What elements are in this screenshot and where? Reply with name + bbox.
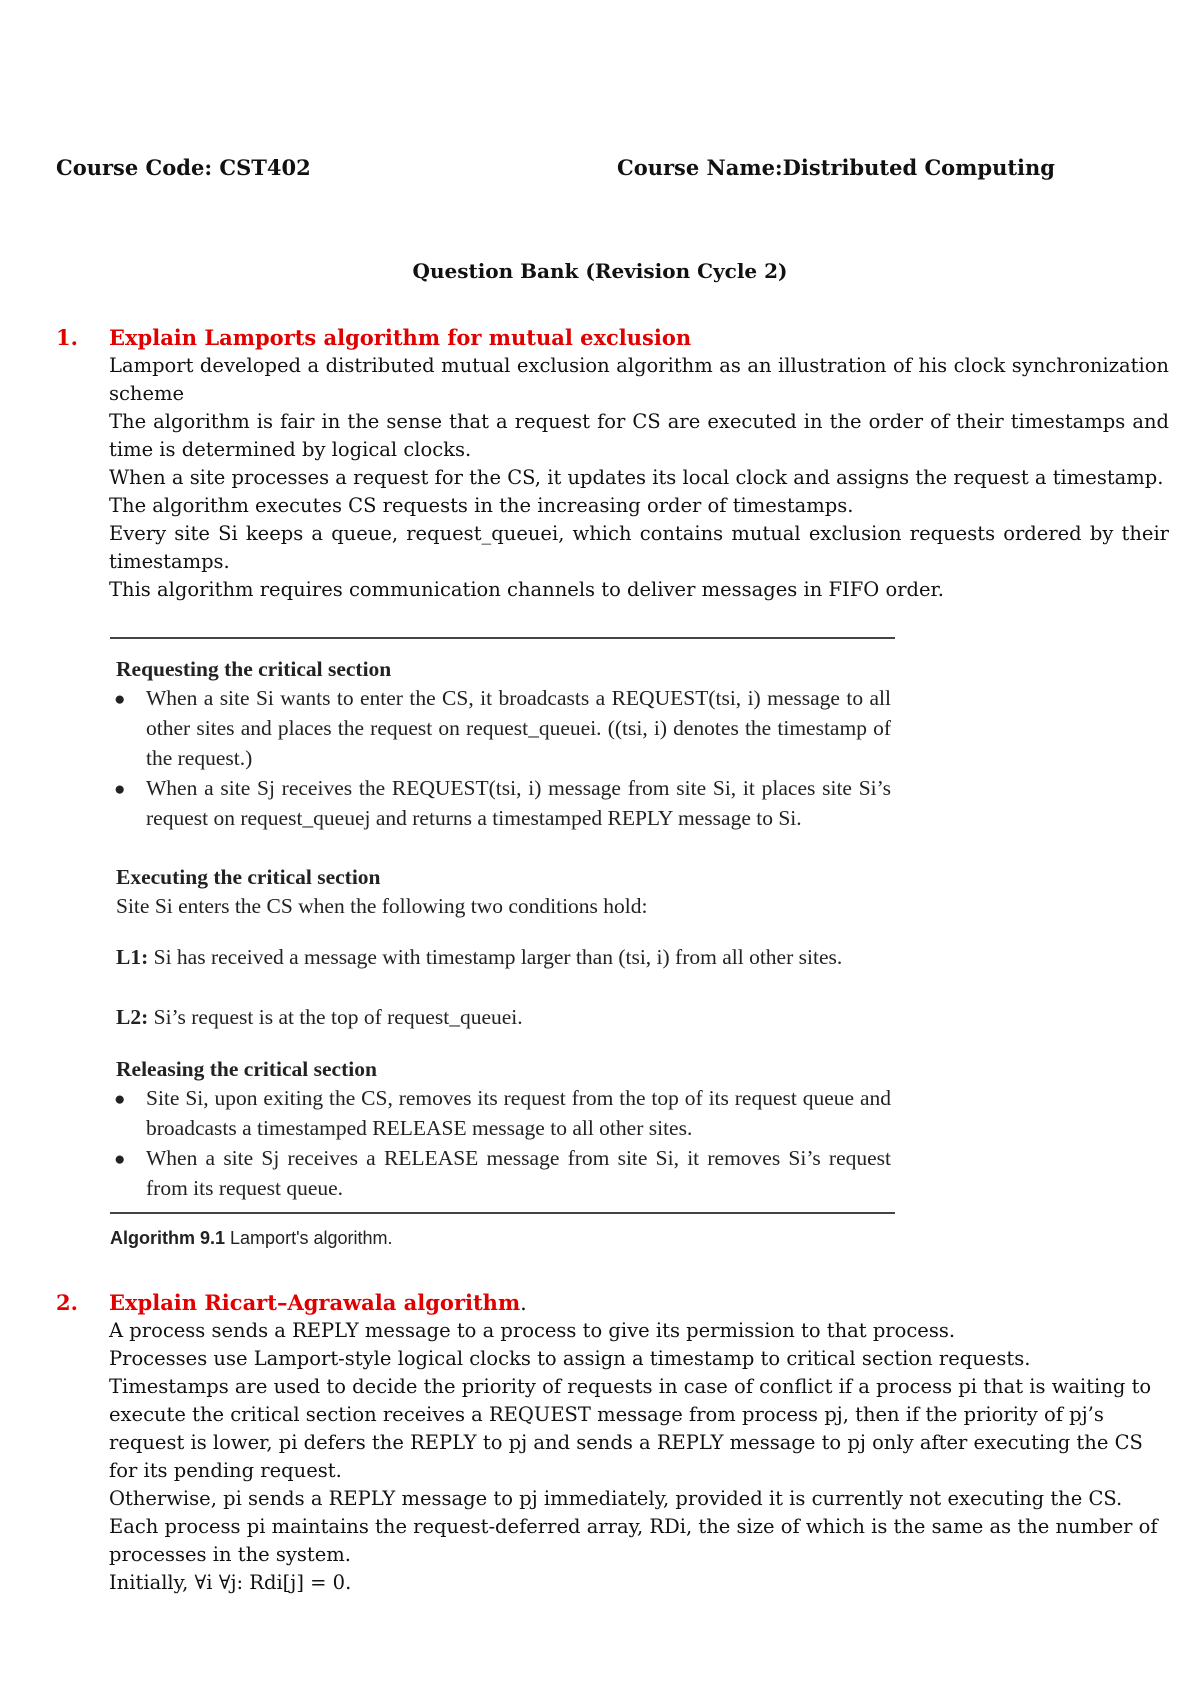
question-2-number: 2.	[56, 1290, 78, 1315]
question-2-heading: Explain Ricart–Agrawala algorithm	[109, 1290, 521, 1315]
figure-caption	[110, 1228, 393, 1249]
releasing-bullet-2: When a site Sj receives a RELEASE message from site Si, it removes Si’s request from its request queue.	[146, 1146, 891, 1200]
answer-paragraph: The algorithm executes CS requests in the increasing order of timestamps.	[109, 494, 854, 517]
question-2-answer	[109, 1317, 1169, 1597]
requesting-bullet-2: When a site Sj receives the REQUEST(tsi, i) message from site Si, it places site Si’s request on request_queuej and returns a timestamped REPLY message to Si.	[146, 776, 891, 830]
condition-l2-text: Si’s request is at the top of request_queuei.	[153, 1005, 523, 1029]
condition-l2-label: L2:	[116, 1005, 149, 1029]
answer-paragraph: When a site processes a request for the CS, it updates its local clock and assigns the request a timestamp.	[109, 466, 1164, 489]
condition-l1	[116, 942, 891, 972]
question-1-answer	[109, 352, 1169, 604]
page-title: Question Bank (Revision Cycle 2)	[412, 259, 788, 283]
answer-paragraph: The algorithm is fair in the sense that a request for CS are executed in the order of their timestamps and time is determined by logical clocks.	[109, 410, 1169, 461]
question-2-heading-wrap	[109, 1290, 527, 1315]
releasing-bullet-1: Site Si, upon exiting the CS, removes its request from the top of its request queue and broadcasts a timestamped RELEASE message to all other sites.	[146, 1086, 891, 1140]
condition-l1-text: Si has received a message with timestamp larger than (tsi, i) from all other sites.	[153, 945, 843, 969]
course-code: Course Code: CST402	[56, 155, 311, 180]
section-heading-requesting: Requesting the critical section	[116, 657, 392, 681]
question-1-number: 1.	[56, 325, 78, 350]
heading-period: .	[520, 1291, 527, 1315]
caption-label: Algorithm 9.1	[110, 1228, 226, 1248]
answer-paragraph: Initially, ∀i ∀j: Rdi[j] = 0.	[109, 1571, 352, 1594]
section-heading-releasing: Releasing the critical section	[116, 1057, 377, 1081]
requesting-bullet-1: When a site Si wants to enter the CS, it broadcasts a REQUEST(tsi, i) message to all other sites and places the request on request_queuei. ((tsi, i) denotes the timestamp of the request.)	[146, 686, 891, 770]
question-1-heading: Explain Lamports algorithm for mutual exclusion	[109, 325, 692, 350]
executing-text: Site Si enters the CS when the following two conditions hold:	[116, 894, 648, 918]
section-heading-executing: Executing the critical section	[116, 865, 381, 889]
condition-l2	[116, 1002, 891, 1032]
answer-paragraph: A process sends a REPLY message to a process to give its permission to that process.	[109, 1319, 956, 1342]
answer-paragraph: Every site Si keeps a queue, request_queuei, which contains mutual exclusion requests ordered by their timestamps.	[109, 522, 1169, 573]
answer-paragraph: Timestamps are used to decide the priority of requests in case of conflict if a process pi that is waiting to execute the critical section receives a REQUEST message from process pj, then if the priority of pj’s request is lower, pi defers the REPLY to pj and sends a REPLY message to pj only after executing the CS for its pending request.	[109, 1375, 1152, 1482]
answer-paragraph: Otherwise, pi sends a REPLY message to pj immediately, provided it is currently not executing the CS.	[109, 1487, 1123, 1510]
bullet-icon: ●	[114, 779, 126, 800]
bullet-icon: ●	[114, 1089, 126, 1110]
bullet-icon: ●	[114, 1149, 126, 1170]
bullet-icon: ●	[114, 689, 126, 710]
algorithm-figure	[110, 637, 895, 1247]
condition-l1-label: L1:	[116, 945, 149, 969]
course-name: Course Name:Distributed Computing	[617, 155, 1055, 180]
answer-paragraph: Lamport developed a distributed mutual exclusion algorithm as an illustration of his clock synchronization scheme	[109, 354, 1169, 405]
caption-text: Lamport's algorithm.	[230, 1228, 393, 1248]
answer-paragraph: Each process pi maintains the request-deferred array, RDi, the size of which is the same as the number of processes in the system.	[109, 1515, 1158, 1566]
answer-paragraph: Processes use Lamport-style logical clocks to assign a timestamp to critical section requests.	[109, 1347, 1031, 1370]
figure-top-rule	[110, 637, 895, 639]
answer-paragraph: This algorithm requires communication channels to deliver messages in FIFO order.	[109, 578, 944, 601]
figure-bottom-rule	[110, 1212, 895, 1214]
